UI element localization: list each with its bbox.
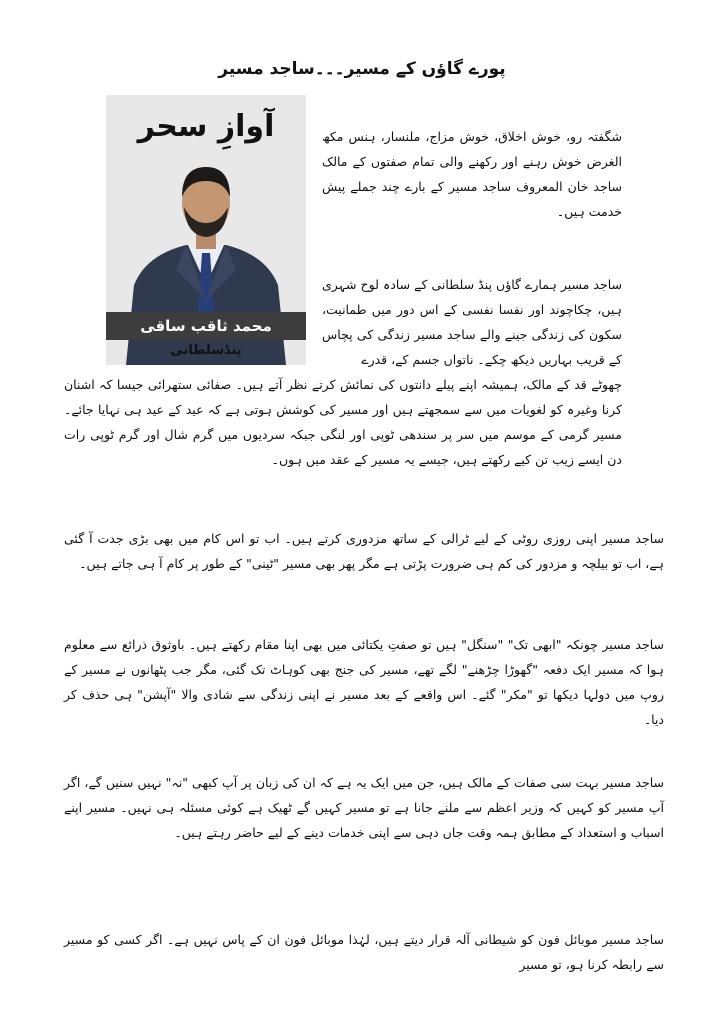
paragraph-1: شگفتہ رو، خوش اخلاق، خوش مزاج، ملنسار، ہنس مکھ الغرض خوش رہنے اور رکھنے والی تمام صفتوں کے مالک ساجد خان المعروف ساجد مسیر کے بارے چند جملے پیش خدمت ہیں۔ <box>322 129 622 219</box>
column-logo-text: آوازِ سحر <box>137 109 275 144</box>
paragraph-6: ساجد مسیر موبائل فون کو شیطانی آلہ قرار دیتے ہیں، لہٰذا موبائل فون ان کے پاس نہیں ہے۔ اگر کسی کو مسیر سے رابطہ کرنا ہو، تو مسیر <box>64 932 664 972</box>
paragraph-2-intro: ساجد مسیر ہمارے گاؤں پنڈ سلطانی کے سادہ لوح شہری ہیں، چکاچوند اور نفسا نفسی کے اس دور میں طمانیت، سکون کی زندگی جینے والے ساجد مسیر زندگی کی پچاس کے قریب بہاریں دیکھ چکے۔ ناتواں جسم کے، قدرے <box>322 277 622 367</box>
paragraph-4: ساجد مسیر چونکہ "ابھی تک" "سنگل" ہیں تو صفتِ یکتائی میں بھی اپنا مقام رکھتے ہیں۔ باوثوق ذرائع سے معلوم ہوا کہ مسیر ایک دفعہ "گھوڑا چڑھنے" لگے تھے، مسیر کی جنج بھی کوہاٹ تک گئی، مگر جب پٹھانوں نے مسیر کے روپ میں دولہا دیکھا تو "مکر" گئے۔ اس واقعے کے بعد مسیر نے اپنی زندگی سے شادی والا "آپشن" ہی حذف کر دیا۔ <box>64 637 664 727</box>
paragraph-2-continued: چھوٹے قد کے مالک، ہمیشہ اپنے پیلے دانتوں کی نمائش کرتے نظر آتے ہیں۔ صفائی ستھرائی جیسا کہ اشنان کرنا وغیرہ کو لغویات میں سے سمجھتے ہیں اور مسیر کی کوشش ہوتی ہے کہ عید کے عید ہی نہایا جائے۔ مسیر گرمی کے موسم میں سر پر سندھی ٹوپی اور لنگی جبکہ سردیوں میں گرم شال اور گرم ٹوپی رات دن ایسے زیب تن کیے رکھتے ہیں، جیسے یہ مسیر کے عقد میں ہوں۔ <box>64 377 622 467</box>
author-name: محمد ثاقب ساقی <box>106 312 306 340</box>
author-place: پنڈسلطانی <box>170 343 242 358</box>
paragraph-3: ساجد مسیر اپنی روزی روٹی کے لیے ٹرالی کے ساتھ مزدوری کرتے ہیں۔ اب تو اس کام میں بھی بڑی جدت آ گئی ہے، اب تو بیلچہ و مزدور کی کم ہی ضرورت پڑتی ہے مگر پھر بھی مسیر "ٹینی" کے طور پر کام آ ہی جاتے ہیں۔ <box>64 531 664 571</box>
article-title: پورے گاؤں کے مسیر۔۔۔ساجد مسیر <box>218 59 506 79</box>
paragraph-5: ساجد مسیر بہت سی صفات کے مالک ہیں، جن میں ایک یہ ہے کہ ان کی زبان پر آپ کبھی "نہ" نہیں سنیں گے، اگر آپ مسیر کو کہیں کہ وزیر اعظم سے ملنے جانا ہے تو مسیر کہیں گے ٹھیک ہے کوئی مسئلہ ہی نہیں۔ مسیر اپنے اسباب و استعداد کے مطابق ہمہ وقت جاں دہی سے اپنی خدمات دینے کے لیے حاضر رہتے ہیں۔ <box>64 775 664 840</box>
paragraph-2 <box>64 272 622 472</box>
